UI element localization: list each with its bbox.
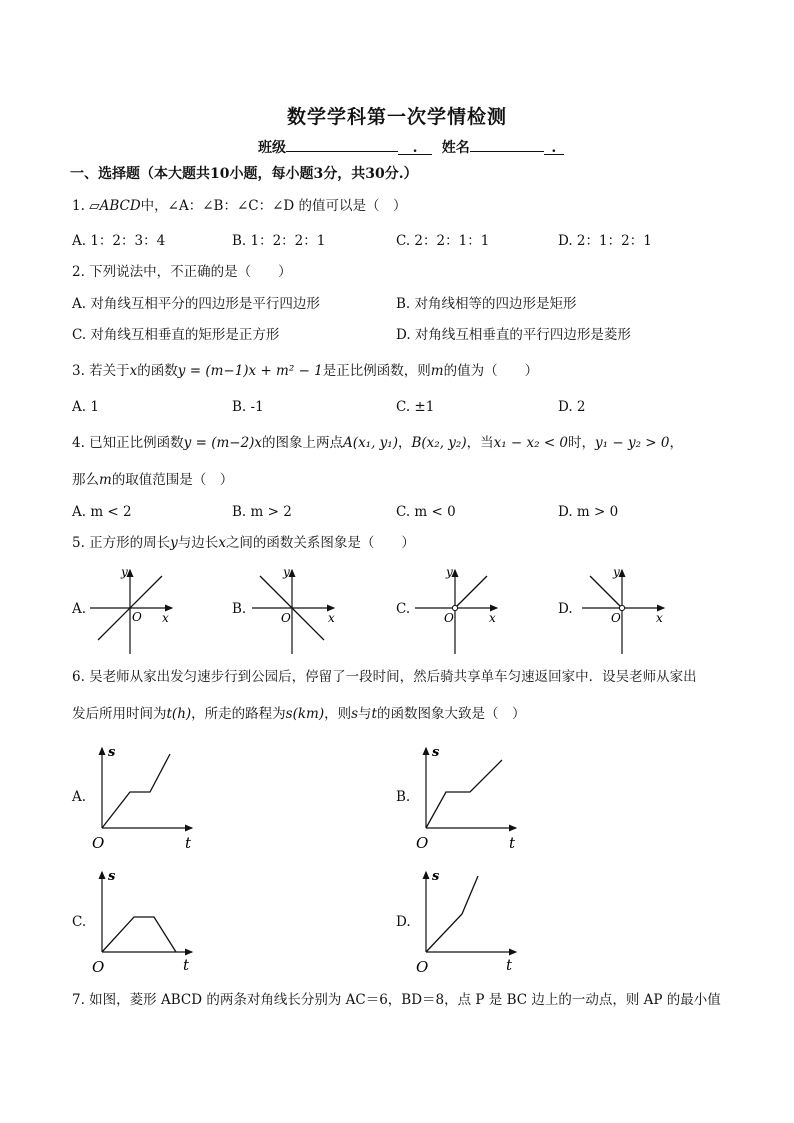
page-title: 数学学科第一次学情检测: [286, 106, 507, 128]
origin-label: O: [92, 834, 105, 852]
section-heading: 一、选择题（本大题共10小题，每小题3分，共30分.）: [70, 166, 418, 182]
q5-graph-c: [415, 562, 510, 657]
q6-option-c-label[interactable]: C.: [72, 914, 87, 930]
y-axis-label: y: [446, 565, 453, 579]
class-label: 班级: [258, 140, 286, 156]
q5-graph-b: [252, 562, 347, 657]
question-2-stem: 2. 下列说法中，不正确的是（ ）: [72, 264, 292, 280]
class-field[interactable]: [286, 137, 398, 152]
x-axis-label: x: [328, 611, 335, 625]
q5-option-a-label[interactable]: A.: [72, 601, 87, 617]
q6-option-a-label[interactable]: A.: [72, 789, 87, 805]
graph-line: [590, 576, 622, 608]
q3-option-b[interactable]: B. -1: [232, 399, 264, 415]
q1-option-d[interactable]: D. 2：1：2：1: [558, 233, 652, 249]
q5-option-d-label[interactable]: D.: [558, 601, 573, 617]
open-circle: [452, 605, 457, 610]
origin-label: O: [92, 958, 105, 976]
graph-line: [102, 754, 170, 828]
graph-line: [426, 876, 478, 952]
name-label: 姓名: [441, 140, 470, 156]
q6-graph-b: [414, 742, 524, 854]
q6-option-d-label[interactable]: D.: [396, 914, 411, 930]
t-axis-label: t: [183, 956, 190, 974]
q1-option-a[interactable]: A. 1：2：3：4: [72, 233, 166, 249]
q5-option-c-label[interactable]: C.: [396, 601, 411, 617]
graph-line: [102, 917, 176, 952]
q6-graph-c: [90, 866, 200, 978]
y-axis-label: y: [613, 565, 620, 579]
q6-graph-a: [90, 742, 200, 854]
q4-option-c[interactable]: C. m < 0: [396, 504, 456, 520]
q1-option-c[interactable]: C. 2：2：1：1: [396, 233, 490, 249]
class-field-dot: .: [398, 140, 432, 155]
s-axis-label: s: [432, 745, 440, 760]
graph-line: [455, 576, 487, 608]
function-expression: y = (m−1)x + m² − 1: [177, 363, 323, 379]
s-axis-label: s: [108, 869, 116, 884]
x-axis-label: x: [656, 611, 663, 625]
q3-option-c[interactable]: C. ±1: [396, 399, 435, 415]
question-3-stem: 3. 若关于x的函数y = (m−1)x + m² − 1是正比例函数，则m的值为（ ）: [72, 363, 539, 379]
question-6-stem-line2: 发后所用时间为t(h)，所走的路程为s(km)，则s与t的函数图象大致是（ ）: [72, 706, 526, 722]
t-axis-label: t: [506, 956, 513, 974]
origin-label: O: [132, 610, 142, 624]
q5-option-b-label[interactable]: B.: [232, 601, 247, 617]
origin-label: O: [416, 958, 429, 976]
x-axis-label: x: [489, 611, 496, 625]
x-axis-label: x: [162, 611, 169, 625]
q2-option-c[interactable]: C. 对角线互相垂直的矩形是正方形: [72, 327, 280, 343]
q1-option-b[interactable]: B. 1：2：2：1: [232, 233, 326, 249]
question-1-stem: 1. ▱ABCD中，∠A：∠B：∠C：∠D 的值可以是（ ）: [72, 198, 407, 214]
y-axis-label: y: [283, 565, 290, 579]
q3-option-d[interactable]: D. 2: [558, 399, 586, 415]
q4-option-b[interactable]: B. m > 2: [232, 504, 292, 520]
origin-label: O: [281, 611, 291, 625]
student-info-line: [258, 137, 564, 157]
q2-option-a[interactable]: A. 对角线互相平分的四边形是平行四边形: [72, 296, 320, 312]
s-axis-label: s: [108, 745, 116, 760]
q2-option-d[interactable]: D. 对角线互相垂直的平行四边形是菱形: [396, 327, 631, 343]
origin-label: O: [416, 834, 429, 852]
question-6-stem-line1: 6. 吴老师从家出发匀速步行到公园后，停留了一段时间，然后骑共享单车匀速返回家中．设吴老师从家出: [72, 669, 697, 685]
parallelogram-symbol: ▱ABCD: [89, 198, 141, 214]
q3-option-a[interactable]: A. 1: [72, 399, 99, 415]
q4-option-d[interactable]: D. m > 0: [558, 504, 619, 520]
graph-line: [426, 760, 502, 828]
q5-graph-d: [582, 562, 677, 657]
open-circle: [619, 605, 624, 610]
question-7-stem: 7. 如图，菱形 ABCD 的两条对角线长分别为 AC＝6，BD＝8，点 P 是 BC 边上的一动点，则 AP 的最小值: [72, 992, 721, 1008]
origin-label: O: [444, 611, 454, 625]
t-axis-label: t: [185, 834, 192, 852]
q4-option-a[interactable]: A. m < 2: [72, 504, 132, 520]
t-axis-label: t: [509, 834, 516, 852]
name-field-dot: .: [544, 140, 564, 155]
q6-option-b-label[interactable]: B.: [396, 789, 411, 805]
question-4-stem-line1: 4. 已知正比例函数y = (m−2)x的图象上两点A(x₁, y₁)，B(x₂, y₂)，当x₁ − x₂ < 0时，y₁ − y₂ > 0，: [72, 435, 683, 451]
y-axis-label: y: [121, 565, 128, 579]
question-4-stem-line2: 那么m的取值范围是（ ）: [72, 472, 234, 488]
s-axis-label: s: [432, 869, 440, 884]
q5-graph-a: [90, 562, 185, 657]
question-5-stem: 5. 正方形的周长y与边长x之间的函数关系图象是（ ）: [72, 535, 415, 551]
q2-option-b[interactable]: B. 对角线相等的四边形是矩形: [396, 296, 577, 312]
origin-label: O: [611, 611, 621, 625]
name-field[interactable]: [470, 137, 544, 152]
q6-graph-d: [414, 866, 524, 978]
